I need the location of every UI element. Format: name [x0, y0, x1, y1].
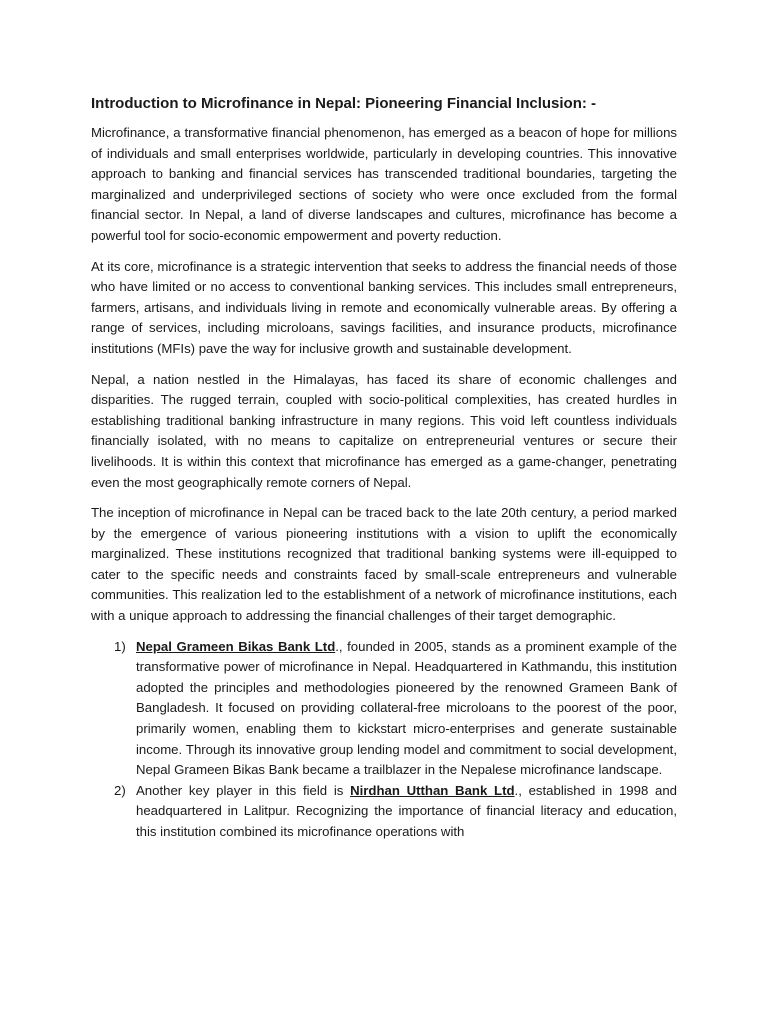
paragraph-4: The inception of microfinance in Nepal can be traced back to the late 20th century, a period marked by the emergence of various pioneering institutions with a vision to uplift the economically marginalized. These institutions recognized that traditional banking systems were ill-equipped to cater to the specific needs and constraints faced by small-scale entrepreneurs and vulnerable communities. This realization led to the establishment of a network of microfinance institutions, each with a unique approach to addressing the financial challenges of their target demographic. [91, 505, 677, 624]
document-page [91, 94, 677, 843]
bank-list [91, 637, 677, 843]
bank-name-nirdhan-utthan: Nirdhan Utthan Bank Ltd [350, 782, 515, 798]
list-item-prefix: Another key player in this field is [136, 782, 351, 798]
list-marker: 2) [114, 782, 126, 798]
paragraph-1: Microfinance, a transformative financial phenomenon, has emerged as a beacon of hope for millions of individuals and small enterprises worldwide, particularly in developing countries. This innovative approach to banking and financial services has transcended traditional boundaries, targeting the marginalized and underprivileged sections of society who were once excluded from the formal financial sector. In Nepal, a land of diverse landscapes and cultures, microfinance has become a powerful tool for socio-economic empowerment and poverty reduction. [91, 125, 677, 243]
paragraph-2: At its core, microfinance is a strategic intervention that seeks to address the financial needs of those who have limited or no access to conventional banking services. This includes small entrepreneurs, farmers, artisans, and individuals living in remote and economically vulnerable areas. By offering a range of services, including microloans, savings facilities, and insurance products, microfinance institutions (MFIs) pave the way for inclusive growth and sustainable development. [91, 258, 677, 356]
document-title: Introduction to Microfinance in Nepal: Pioneering Financial Inclusion: - [91, 95, 597, 112]
list-item-text: ., established in 1998 and headquartered in Lalitpur. Recognizing the importance of financial literacy and education, this institution combined its microfinance operations with [136, 782, 678, 839]
paragraph-3: Nepal, a nation nestled in the Himalayas, has faced its share of economic challenges and disparities. The rugged terrain, coupled with socio-political complexities, has created hurdles in establishing traditional banking infrastructure in many regions. This void left countless individuals financially isolated, with no means to capitalize on entrepreneurial ventures or secure their livelihoods. It is within this context that microfinance has emerged as a game-changer, penetrating even the most geographically remote corners of Nepal. [91, 371, 677, 490]
list-item-2 [91, 781, 677, 843]
bank-name-nepal-grameen: Nepal Grameen Bikas Bank Ltd [136, 638, 336, 654]
list-item-1 [91, 637, 677, 781]
list-marker: 1) [114, 638, 126, 654]
list-item-text: ., founded in 2005, stands as a prominent example of the transformative power of microfinance in Nepal. Headquartered in Kathmandu, this institution adopted the principles and methodologies pioneered by the renowned Grameen Bank of Bangladesh. It focused on providing collateral-free microloans to the poorest of the poor, primarily women, enabling them to kickstart micro-enterprises and generate sustainable income. Through its innovative group lending model and commitment to social development, Nepal Grameen Bikas Bank became a trailblazer in the Nepalese microfinance landscape. [136, 638, 677, 778]
